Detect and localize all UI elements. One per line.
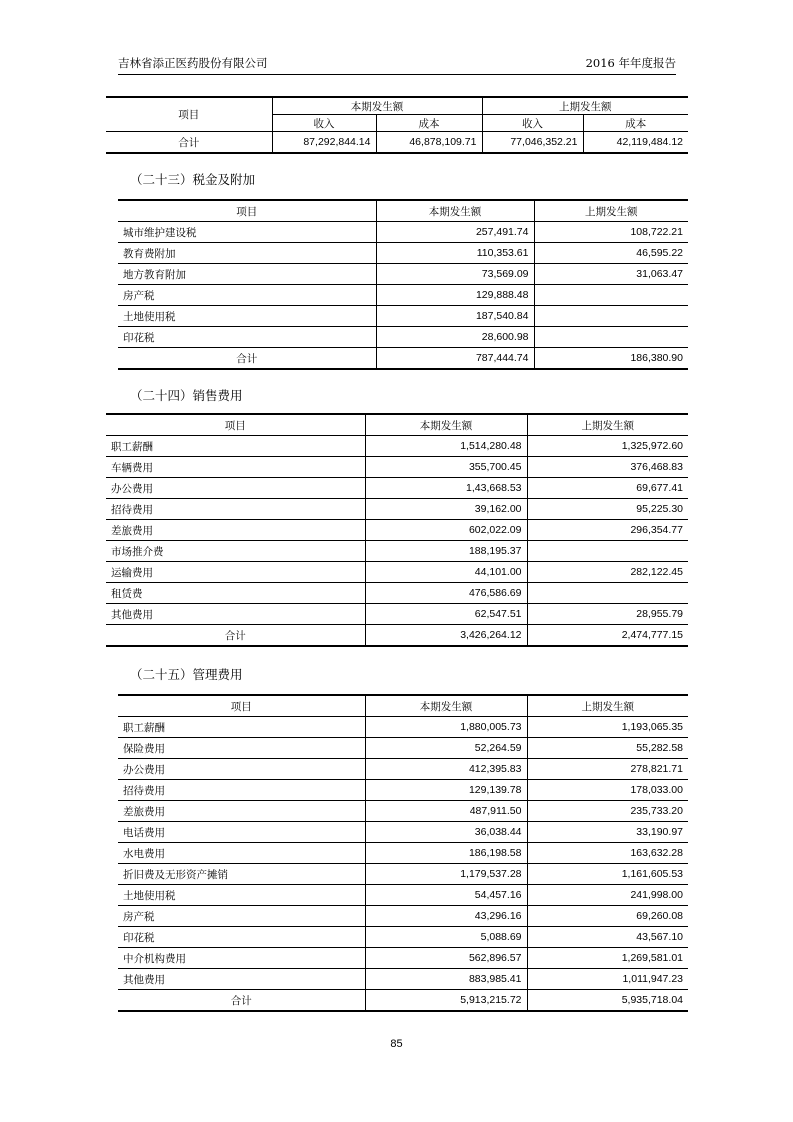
page-number: 85 <box>390 1038 403 1050</box>
section-title-admin: （二十五）管理费用 <box>130 667 243 682</box>
row-prior: 46,595.22 <box>534 243 688 264</box>
row-current: 52,264.59 <box>365 738 527 759</box>
total-current: 787,444.74 <box>376 348 534 370</box>
row-item: 房产税 <box>118 285 376 306</box>
row-current: 62,547.51 <box>365 604 527 625</box>
row-item: 土地使用税 <box>118 885 365 906</box>
table-row <box>118 222 688 243</box>
col-current-header: 本期发生额 <box>376 200 534 222</box>
table-row <box>118 969 688 990</box>
page-header <box>118 56 676 75</box>
row-item: 其他费用 <box>118 969 365 990</box>
report-title: 2016 年年度报告 <box>585 56 676 70</box>
table-row <box>118 906 688 927</box>
admin-expenses-table <box>118 694 688 1012</box>
taxes-rows <box>118 222 688 348</box>
table-row <box>106 541 688 562</box>
table-row <box>106 478 688 499</box>
row-item: 运输费用 <box>106 562 365 583</box>
row-prior: 28,955.79 <box>527 604 688 625</box>
row-item: 办公费用 <box>118 759 365 780</box>
row-item: 招待费用 <box>118 780 365 801</box>
table-row <box>118 885 688 906</box>
col-prior-header: 上期发生额 <box>482 97 688 115</box>
table-row <box>106 457 688 478</box>
col-current-header: 本期发生额 <box>272 97 482 115</box>
row-prior: 1,269,581.01 <box>527 948 688 969</box>
table-row <box>118 780 688 801</box>
table-row <box>118 801 688 822</box>
table-row <box>118 864 688 885</box>
row-current: 110,353.61 <box>376 243 534 264</box>
row-item: 市场推介费 <box>106 541 365 562</box>
sub-income-header: 收入 <box>482 115 583 132</box>
row-item: 折旧费及无形资产摊销 <box>118 864 365 885</box>
row-current: 602,022.09 <box>365 520 527 541</box>
row-prior: 296,354.77 <box>527 520 688 541</box>
col-prior-header: 上期发生额 <box>527 695 688 717</box>
row-item: 职工薪酬 <box>106 436 365 457</box>
row-current: 44,101.00 <box>365 562 527 583</box>
row-prior: 33,190.97 <box>527 822 688 843</box>
row-prior: 376,468.83 <box>527 457 688 478</box>
row-prior: 241,998.00 <box>527 885 688 906</box>
table-row <box>106 436 688 457</box>
col-current-header: 本期发生额 <box>365 414 527 436</box>
col-item-header: 项目 <box>106 97 272 132</box>
sub-income-header: 收入 <box>272 115 376 132</box>
row-prior: 43,567.10 <box>527 927 688 948</box>
row-current: 54,457.16 <box>365 885 527 906</box>
col-item-header: 项目 <box>106 414 365 436</box>
row-prior: 31,063.47 <box>534 264 688 285</box>
row-current: 883,985.41 <box>365 969 527 990</box>
row-prior: 69,260.08 <box>527 906 688 927</box>
row-item: 招待费用 <box>106 499 365 520</box>
col-prior-header: 上期发生额 <box>527 414 688 436</box>
total-prior: 5,935,718.04 <box>527 990 688 1012</box>
row-current: 73,569.09 <box>376 264 534 285</box>
total-current: 5,913,215.72 <box>365 990 527 1012</box>
table-row <box>118 738 688 759</box>
row-item: 差旅费用 <box>106 520 365 541</box>
row-current: 43,296.16 <box>365 906 527 927</box>
col-item-header: 项目 <box>118 695 365 717</box>
table-row <box>118 717 688 738</box>
row-current: 487,911.50 <box>365 801 527 822</box>
row-current: 186,198.58 <box>365 843 527 864</box>
company-name: 吉林省添正医药股份有限公司 <box>118 56 268 70</box>
table-row-total <box>106 625 688 647</box>
table-row-total <box>118 990 688 1012</box>
row-prior: 163,632.28 <box>527 843 688 864</box>
taxes-table <box>118 199 688 370</box>
total-label: 合计 <box>106 625 365 647</box>
selling-rows <box>106 436 688 625</box>
table-row <box>106 604 688 625</box>
current-income: 87,292,844.14 <box>272 132 376 154</box>
table-row <box>106 583 688 604</box>
total-prior: 2,474,777.15 <box>527 625 688 647</box>
row-current: 187,540.84 <box>376 306 534 327</box>
row-item: 电话费用 <box>118 822 365 843</box>
col-item-header: 项目 <box>118 200 376 222</box>
table-row <box>106 499 688 520</box>
row-prior: 1,011,947.23 <box>527 969 688 990</box>
sub-cost-header: 成本 <box>376 115 482 132</box>
row-current: 28,600.98 <box>376 327 534 348</box>
row-item: 职工薪酬 <box>118 717 365 738</box>
row-current: 5,088.69 <box>365 927 527 948</box>
row-current: 39,162.00 <box>365 499 527 520</box>
total-label: 合计 <box>106 132 272 154</box>
row-current: 1,514,280.48 <box>365 436 527 457</box>
row-item: 车辆费用 <box>106 457 365 478</box>
row-current: 1,179,537.28 <box>365 864 527 885</box>
row-current: 355,700.45 <box>365 457 527 478</box>
table-row <box>118 927 688 948</box>
table-row <box>118 243 688 264</box>
section-title-taxes: （二十三）税金及附加 <box>130 172 256 187</box>
row-current: 188,195.37 <box>365 541 527 562</box>
selling-expenses-table <box>106 413 688 647</box>
total-label: 合计 <box>118 348 376 370</box>
row-current: 36,038.44 <box>365 822 527 843</box>
row-prior: 55,282.58 <box>527 738 688 759</box>
row-current: 476,586.69 <box>365 583 527 604</box>
row-current: 562,896.57 <box>365 948 527 969</box>
table-row <box>118 285 688 306</box>
table-row-total <box>118 348 688 370</box>
row-item: 城市维护建设税 <box>118 222 376 243</box>
row-item: 租赁费 <box>106 583 365 604</box>
table-row <box>118 948 688 969</box>
row-item: 印花税 <box>118 327 376 348</box>
row-item: 中介机构费用 <box>118 948 365 969</box>
row-prior: 178,033.00 <box>527 780 688 801</box>
row-prior: 95,225.30 <box>527 499 688 520</box>
total-current: 3,426,264.12 <box>365 625 527 647</box>
row-current: 1,880,005.73 <box>365 717 527 738</box>
row-current: 257,491.74 <box>376 222 534 243</box>
row-prior <box>534 285 688 306</box>
current-cost: 46,878,109.71 <box>376 132 482 154</box>
table-row <box>118 327 688 348</box>
row-prior: 1,325,972.60 <box>527 436 688 457</box>
row-current: 1,43,668.53 <box>365 478 527 499</box>
row-prior: 69,677.41 <box>527 478 688 499</box>
row-item: 教育费附加 <box>118 243 376 264</box>
row-prior: 282,122.45 <box>527 562 688 583</box>
row-item: 地方教育附加 <box>118 264 376 285</box>
row-item: 土地使用税 <box>118 306 376 327</box>
col-prior-header: 上期发生额 <box>534 200 688 222</box>
table-row <box>118 822 688 843</box>
row-item: 其他费用 <box>106 604 365 625</box>
prior-income: 77,046,352.21 <box>482 132 583 154</box>
col-current-header: 本期发生额 <box>365 695 527 717</box>
row-prior: 1,161,605.53 <box>527 864 688 885</box>
row-item: 房产税 <box>118 906 365 927</box>
row-current: 129,888.48 <box>376 285 534 306</box>
prior-cost: 42,119,484.12 <box>583 132 688 154</box>
row-item: 办公费用 <box>106 478 365 499</box>
table-row-total <box>106 132 688 154</box>
row-item: 保险费用 <box>118 738 365 759</box>
row-item: 差旅费用 <box>118 801 365 822</box>
section-title-selling: （二十四）销售费用 <box>130 388 243 403</box>
revenue-cost-table <box>106 96 688 154</box>
row-prior: 108,722.21 <box>534 222 688 243</box>
row-prior: 235,733.20 <box>527 801 688 822</box>
row-prior: 1,193,065.35 <box>527 717 688 738</box>
table-row <box>118 264 688 285</box>
row-current: 129,139.78 <box>365 780 527 801</box>
table-row <box>106 562 688 583</box>
total-prior: 186,380.90 <box>534 348 688 370</box>
row-prior: 278,821.71 <box>527 759 688 780</box>
row-current: 412,395.83 <box>365 759 527 780</box>
row-prior <box>534 306 688 327</box>
table-row <box>118 843 688 864</box>
row-prior <box>527 541 688 562</box>
row-prior <box>534 327 688 348</box>
row-item: 水电费用 <box>118 843 365 864</box>
table-row <box>118 759 688 780</box>
total-label: 合计 <box>118 990 365 1012</box>
table-row <box>106 520 688 541</box>
row-item: 印花税 <box>118 927 365 948</box>
table-row <box>118 306 688 327</box>
sub-cost-header: 成本 <box>583 115 688 132</box>
admin-rows <box>118 717 688 990</box>
row-prior <box>527 583 688 604</box>
